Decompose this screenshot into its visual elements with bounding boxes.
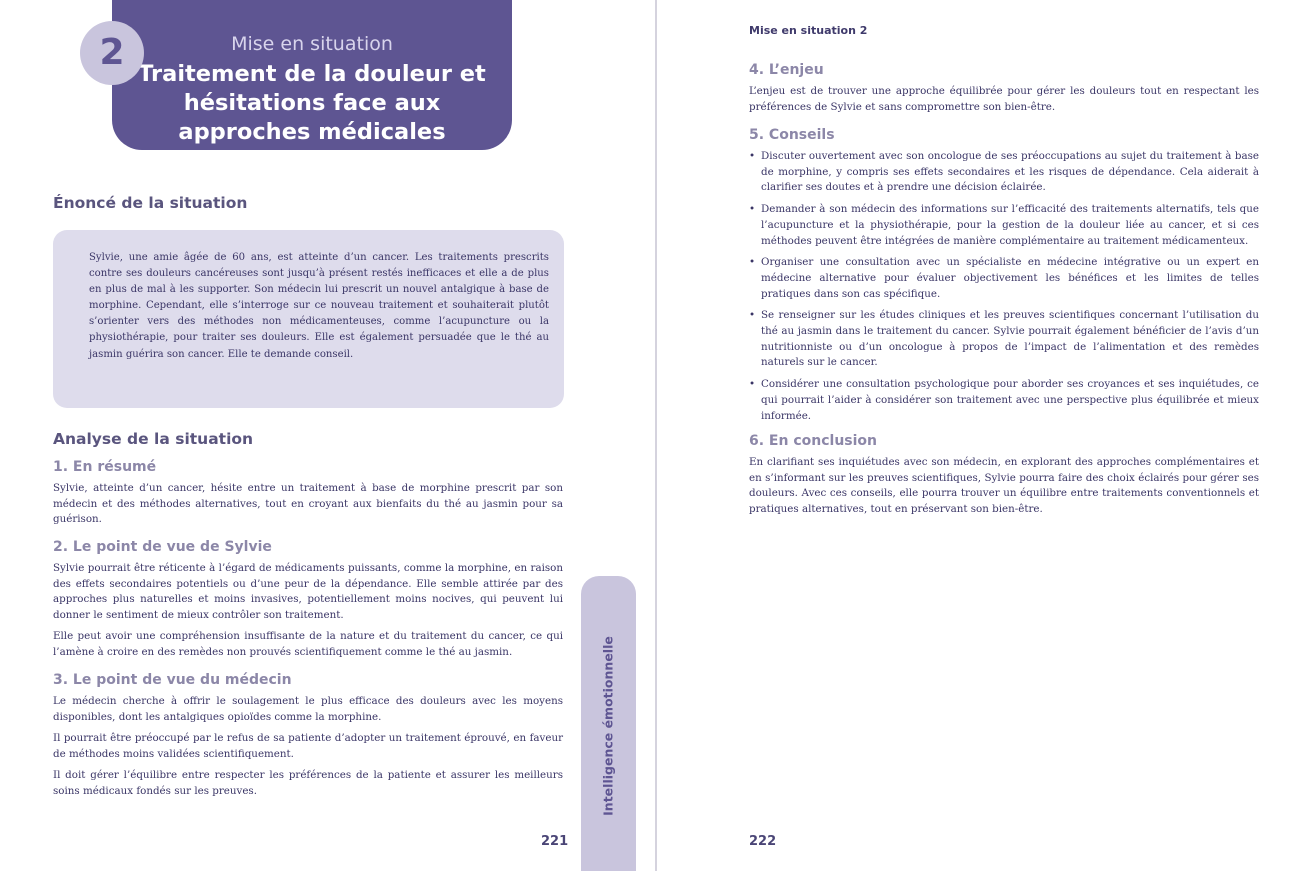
running-head: Mise en situation 2 [749,24,868,37]
left-page [0,0,655,871]
conseil-item [749,377,1259,424]
enonce-heading: Énoncé de la situation [53,194,248,212]
conseil-item [749,255,1259,302]
banner-title: Traitement de la douleur et hésitations face aux approches médicales [138,61,486,145]
situation-box [53,230,564,408]
section-6-paragraph: En clarifiant ses inquiétudes avec son médecin, en explorant des approches complémentaires et en s’informant sur les preuves scientifiques, Sylvie pourra faire des choix éclairés pour gérer ses douleurs. Avec ces conseils, elle pourra trouver un équilibre entre traitements conventionnels et pratiques alternatives, tout en préservant son bien-être. [749,456,1259,516]
section-1-title: 1. En résumé [53,459,157,475]
page-number-right: 222 [749,834,777,849]
conseils-list [749,149,1259,430]
side-tab [581,576,636,871]
banner-kicker: Mise en situation [231,33,393,55]
section-2-title: 2. Le point de vue de Sylvie [53,539,272,555]
section-3-paragraph-1: Le médecin cherche à offrir le soulagement le plus efficace des douleurs avec les moyens disponibles, dont les antalgiques opioïdes comme la morphine. [53,695,563,723]
side-tab-label: Intelligence émotionnelle [600,636,616,816]
analyse-heading: Analyse de la situation [53,430,254,448]
chapter-number-badge: 2 [80,21,144,85]
conseil-text: Organiser une consultation avec un spécialiste en médecine intégrative ou un expert en médecine alternative pour évaluer objectivement les bénéfices et les limites de telles pratiques dans son cas spécifique. [761,256,1259,300]
conseil-item [749,149,1259,196]
section-3-title: 3. Le point de vue du médecin [53,672,292,688]
conseil-text: Considérer une consultation psychologique pour aborder ses croyances et ses inquiétudes, ce qui pourrait l’aider à considérer son traitement avec une perspective plus équilibrée et mieux informée. [761,378,1259,422]
section-4-title: 4. L’enjeu [749,62,824,78]
section-2-paragraph-1: Sylvie pourrait être réticente à l’égard de médicaments puissants, comme la morphine, en raison des effets secondaires potentiels ou d’une peur de la dépendance. Elle semble attirée par des approches plus naturelles et moins invasives, potentiellement moins nocives, qui peuvent lui donner le sentiment de mieux contrôler son traitement. [53,562,563,622]
chapter-banner [112,0,512,150]
conseil-text: Se renseigner sur les études cliniques et les preuves scientifiques concernant l’utilisation du thé au jasmin dans le traitement du cancer. Sylvie pourrait également bénéficier de l’avis d’un nutritionniste ou d’un oncologue à propos de l’impact de l’alimentation et des remèdes naturels sur le cancer. [761,309,1259,369]
bullet-glyph: • [749,150,756,162]
section-2-paragraph-2: Elle peut avoir une compréhension insuffisante de la nature et du traitement du cancer, ce qui l’amène à croire en des remèdes non prouvés scientifiquement comme le thé au jasmin. [53,630,563,658]
situation-text: Sylvie, une amie âgée de 60 ans, est atteinte d’un cancer. Les traitements prescrits contre ses douleurs cancéreuses sont jusqu’à présent restés inefficaces et elle a de plus en plus de mal à les supporter. Son médecin lui prescrit un nouvel antalgique à base de morphine. Cependant, elle s’interroge sur ce nouveau traitement et souhaiterait plutôt s’orienter vers des méthodes non médicamenteuses, comme l’acupuncture ou la physiothérapie, pour traiter ses douleurs. Elle est également persuadée que le thé au jasmin guérira son cancer. Elle te demande conseil. [89,252,549,360]
section-3-paragraph-3: Il doit gérer l’équilibre entre respecter les préférences de la patiente et assurer les meilleurs soins médicaux fondés sur les preuves. [53,769,563,797]
conseil-item [749,308,1259,371]
bullet-glyph: • [749,378,756,391]
section-6-title: 6. En conclusion [749,433,878,449]
section-3-paragraph-2: Il pourrait être préoccupé par le refus de sa patiente d’adopter un traitement éprouvé, en faveur de méthodes moins validées scientifiquement. [53,732,563,760]
page-number-left: 221 [541,834,569,849]
bullet-glyph: • [749,256,756,269]
section-5-title: 5. Conseils [749,127,835,143]
right-page [657,0,1316,871]
conseil-text: Demander à son médecin des informations sur l’efficacité des traitements alternatifs, tels que l’acupuncture et la physiothérapie, pour la gestion de la douleur liée au cancer, et si ces méthodes peuvent être intégrées de manière complémentaire au traitement médicamenteux. [761,203,1259,247]
section-1-paragraph: Sylvie, atteinte d’un cancer, hésite entre un traitement à base de morphine prescrit par son médecin et des méthodes alternatives, tout en croyant aux bienfaits du thé au jasmin pour sa guérison. [53,482,563,526]
bullet-glyph: • [749,309,756,322]
section-4-paragraph: L’enjeu est de trouver une approche équilibrée pour gérer les douleurs tout en respectant les préférences de Sylvie et sans compromettre son bien-être. [749,85,1259,113]
conseil-text: Discuter ouvertement avec son oncologue de ses préoccupations au sujet du traitement à base de morphine, y compris ses effets secondaires et les risques de dépendance. Cela aiderait à clarifier ses doutes et à prendre une décision éclairée. [761,150,1259,194]
bullet-glyph: • [749,203,756,216]
conseil-item [749,202,1259,249]
